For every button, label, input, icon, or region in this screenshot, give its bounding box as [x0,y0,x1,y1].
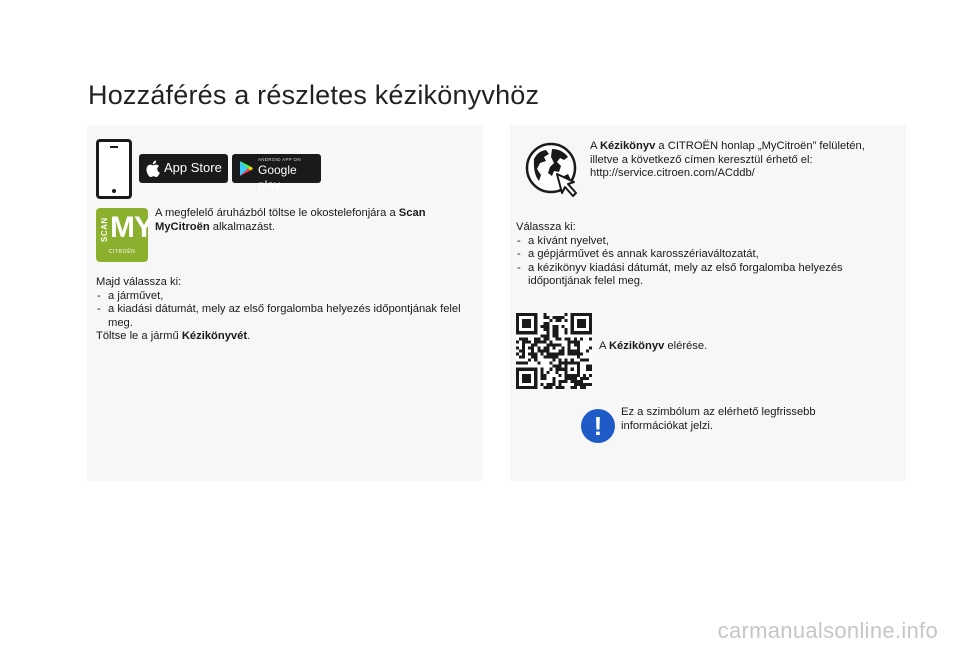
qr-access-text [599,340,799,354]
scanmy-scan-text: SCAN [100,217,109,242]
list-item: - a gépjárművet és annak karosszériaváltozatát, [516,248,886,262]
download-instruction [155,207,465,234]
download-manual-after: . [247,330,251,343]
download-text-before: A megfelelő áruházból töltse le okostelefonjára a [155,207,399,219]
app-store-label: App Store [164,160,222,175]
watermark: carmanualsonline.info [717,618,938,643]
globe-cursor-icon [524,141,582,199]
language-selection-block [516,221,886,289]
list-item: - a járművet, [96,290,474,304]
scanmy-my-text: MY [110,211,153,244]
right-select-intro: Válassza ki: [516,221,576,233]
list-item: - a kívánt nyelvet, [516,235,886,249]
download-manual-text [96,330,474,344]
list-item: - a kiadási dátumát, mely az első forgalomba helyezés időpontjának felel meg. [96,303,474,330]
web-access-text [590,140,890,181]
manual-name: Kézikönyvét [181,330,248,343]
info-alert-icon: ! [581,409,615,443]
page-title: Hozzáférés a részletes kézikönyvhöz [88,80,540,110]
vehicle-selection-block [96,276,474,344]
list-item: - a kézikönyv kiadási dátumát, mely az első forgalomba helyezés időpontjának felel meg. [516,262,886,289]
google-play-icon [239,160,253,177]
right-select-list [516,235,886,289]
download-manual-before: Töltse le a jármű [96,330,182,343]
app-store-badge[interactable] [139,154,228,183]
scanmy-brand-text: CITROËN [108,249,136,255]
web-manual-name: Kézikönyv [599,140,656,152]
qr-prefix: A [599,340,609,352]
alert-text: Ez a szimbólum az elérhető legfrissebb információkat jelzi. [621,406,816,432]
select-intro: Majd válassza ki: [96,276,182,288]
smartphone-icon [96,139,132,199]
web-prefix: A [590,140,600,152]
google-play-small-label: ANDROID APP ON [258,157,301,162]
google-play-badge[interactable] [232,154,321,192]
app-name: Scan MyCitroën [155,207,426,233]
qr-text-rest: elérése. [664,340,708,352]
qr-manual-name: Kézikönyv [608,340,665,352]
scan-my-citroen-icon [96,208,153,262]
download-text-after: alkalmazást. [209,220,275,233]
google-play-label: Google play [258,163,297,192]
select-list [96,290,474,331]
qr-code-icon [516,313,592,389]
manual-url-link[interactable]: http://service.citroen.com/ACddb/ [590,167,755,180]
apple-icon [146,160,160,177]
app-panel [87,125,483,481]
web-panel [510,125,906,481]
web-text-rest: a CITROËN honlap „MyCitroën” felületén, illetve a következő címen keresztül érhető el: [590,140,865,166]
